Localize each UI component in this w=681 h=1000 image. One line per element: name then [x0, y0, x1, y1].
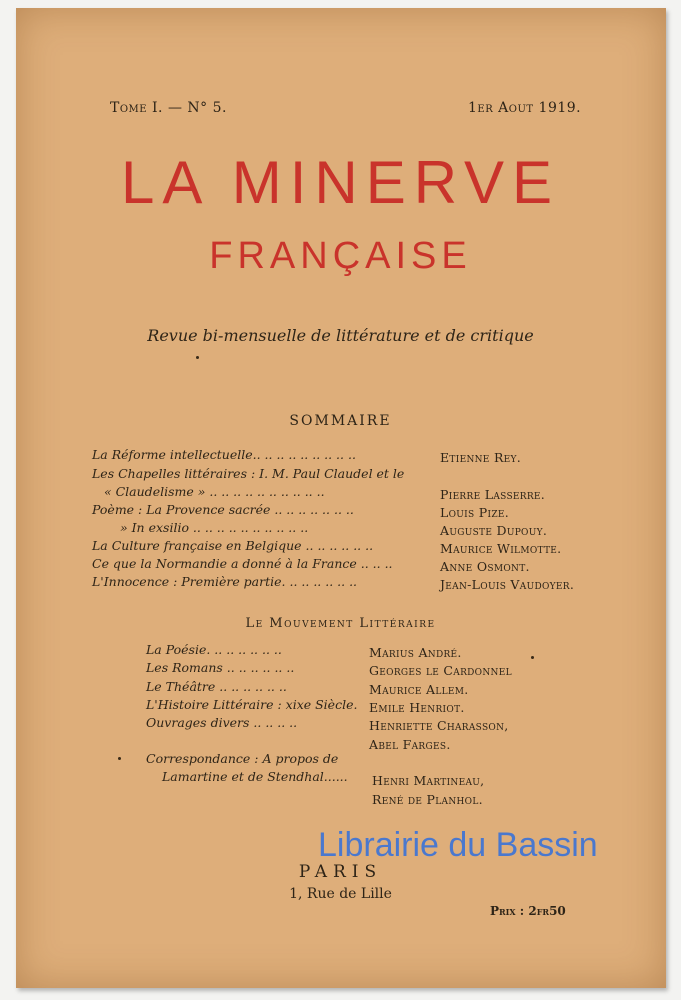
section-entry-title: Lamartine et de Stendhal......	[162, 769, 348, 784]
section-entry-author: Abel Farges.	[369, 737, 451, 752]
contents-entry-title: « Claudelisme » .. .. .. .. .. .. .. .. .. ..	[104, 484, 325, 499]
section-entry-title: La Poésie. .. .. .. .. .. ..	[146, 642, 282, 657]
section-entry-author: Henri Martineau,	[372, 773, 485, 788]
ink-speck	[196, 356, 199, 359]
contents-entry-title: Poème : La Provence sacrée .. .. .. .. .. .. ..	[92, 502, 354, 517]
masthead-title: LA MINERVE	[120, 149, 561, 216]
contents-entry-title: La Culture française en Belgique .. .. .. .. .. ..	[92, 538, 374, 553]
section-entry-author: Marius André.	[369, 645, 462, 660]
contents-entry-title: La Réforme intellectuelle.. .. .. .. .. .. .. .. ..	[92, 447, 356, 462]
contents-entry-author: Etienne Rey.	[440, 450, 522, 465]
section-entry-title: L'Histoire Littéraire : xixe Siècle.	[146, 697, 358, 712]
ink-speck	[531, 656, 534, 659]
section-entry-title: Ouvrages divers .. .. .. ..	[146, 715, 298, 730]
publisher-city: PARIS	[298, 862, 383, 882]
issue-price: Prix : 2fr50	[490, 904, 566, 918]
issue-date: 1er Aout 1919.	[468, 100, 582, 116]
section-entry-author: René de Planhol.	[372, 792, 483, 807]
contents-entry-title: L'Innocence : Première partie. .. .. .. .. .. ..	[92, 574, 358, 589]
contents-entry-author: Louis Pize.	[440, 505, 510, 520]
contents-entry-title: » In exsilio .. .. .. .. .. .. .. .. .. ..	[120, 520, 309, 535]
review-tagline: Revue bi-mensuelle de littérature et de critique	[147, 326, 534, 345]
section-entry-author: Georges le Cardonnel	[369, 663, 512, 678]
section-entry-author: Henriette Charasson,	[369, 718, 509, 733]
contents-entry-author: Auguste Dupouy.	[440, 523, 548, 538]
contents-entry-title: Les Chapelles littéraires : I. M. Paul Claudel et le	[92, 466, 405, 481]
contents-entry-author: Pierre Lasserre.	[440, 487, 546, 502]
issue-number: Tome I. — N° 5.	[110, 100, 227, 116]
section-entry-author: Emile Henriot.	[369, 700, 465, 715]
publisher-address: 1, Rue de Lille	[289, 886, 392, 902]
section-entry-title: Correspondance : A propos de	[146, 751, 339, 766]
literary-movement-heading: Le Mouvement Littéraire	[245, 616, 436, 631]
contents-entry-author: Anne Osmont.	[440, 559, 530, 574]
contents-heading: SOMMAIRE	[289, 413, 392, 429]
section-entry-title: Le Théâtre .. .. .. .. .. ..	[146, 679, 287, 694]
section-entry-author: Maurice Allem.	[369, 682, 469, 697]
section-entry-title: Les Romans .. .. .. .. .. ..	[146, 660, 295, 675]
bookseller-watermark: Librairie du Bassin	[318, 826, 598, 864]
contents-entry-author: Maurice Wilmotte.	[440, 541, 562, 556]
ink-speck	[118, 757, 121, 760]
contents-entry-author: Jean-Louis Vaudoyer.	[440, 577, 575, 592]
contents-entry-title: Ce que la Normandie a donné à la France .. .. ..	[92, 556, 393, 571]
masthead-subtitle: FRANÇAISE	[209, 235, 472, 277]
